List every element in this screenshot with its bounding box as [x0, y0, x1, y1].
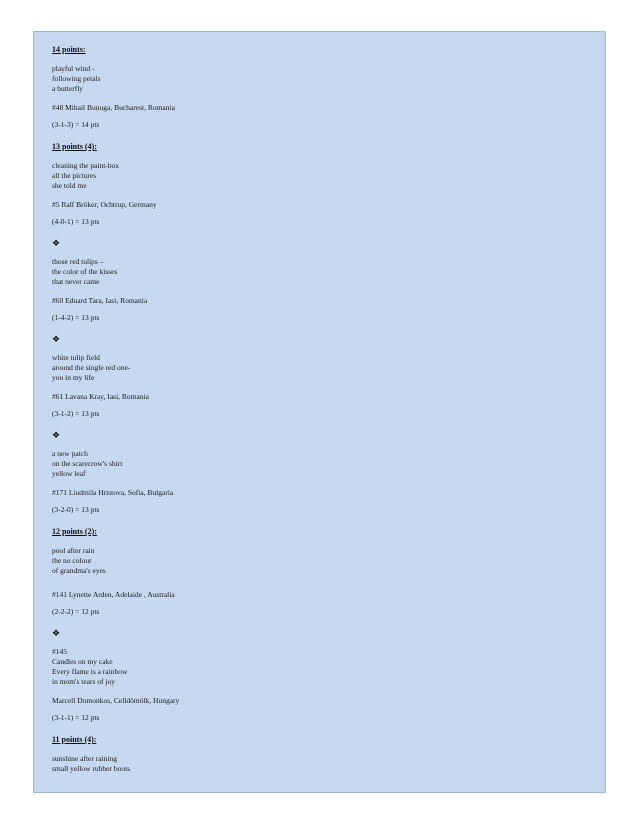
poem-line: a butterfly: [52, 84, 84, 93]
poem-text: [52, 64, 587, 94]
poem-score: (4-0-1) = 13 pts: [52, 217, 100, 226]
poem-line: on the scarecrow's shirt: [52, 459, 123, 468]
poem-text: [52, 647, 587, 687]
poem-score: (2-2-2) = 12 pts: [52, 607, 100, 616]
results-panel: [33, 31, 606, 793]
poem-author: Marcell Domonkos, Celldömölk, Hungary: [52, 696, 180, 705]
poem-text: [52, 161, 587, 191]
poem-line: playful wind -: [52, 64, 95, 73]
poem-line: you in my life: [52, 373, 95, 382]
poem-line: those red tulips –: [52, 257, 104, 266]
poem-author: #141 Lynette Arden, Adelaide , Australia: [52, 590, 175, 599]
poem-text: [52, 449, 587, 479]
poem-text: [52, 754, 587, 774]
poem-line: the color of the kisses: [52, 267, 118, 276]
poem-line: she told me: [52, 181, 87, 190]
poem-author: #48 Mihail Bunuga, Bucharest, Romania: [52, 103, 175, 112]
poem-line: all the pictures: [52, 171, 97, 180]
poem-line: of grandma's eyes: [52, 566, 106, 575]
section-heading: 14 points:: [52, 45, 86, 54]
poem-line: #145: [52, 647, 67, 656]
separator-icon: ❖: [52, 238, 61, 248]
poem-line: cleaning the paint-box: [52, 161, 120, 170]
poem-line: yellow leaf: [52, 469, 86, 478]
poem-line: in mom's tears of joy: [52, 677, 116, 686]
poem-text: [52, 257, 587, 287]
poem-author: #5 Ralf Bröker, Ochtrup, Germany: [52, 200, 157, 209]
poem-author: #171 Liudmila Hristova, Sofia, Bulgaria: [52, 488, 174, 497]
poem-score: (3-1-2) = 13 pts: [52, 409, 100, 418]
section-heading: 12 points (2):: [52, 527, 97, 536]
poem-author: #61 Lavana Kray, Iasi, Romania: [52, 392, 149, 401]
poem-line: small yellow rubber boots: [52, 764, 131, 773]
section-heading: 13 points (4):: [52, 142, 97, 151]
poem-line: Candles on my cake: [52, 657, 113, 666]
poem-line: a new patch: [52, 449, 88, 458]
poem-line: around the single red one-: [52, 363, 131, 372]
poem-line: pool after rain: [52, 546, 95, 555]
poem-line: Every flame is a rainbow: [52, 667, 128, 676]
poem-score: (3-1-3) = 14 pts: [52, 120, 100, 129]
poem-line: following petals: [52, 74, 101, 83]
poem-text: [52, 353, 587, 383]
poem-line: that never came: [52, 277, 100, 286]
section-heading: 11 points (4):: [52, 735, 97, 744]
separator-icon: ❖: [52, 430, 61, 440]
poem-score: (3-1-1) = 12 pts: [52, 713, 100, 722]
separator-icon: ❖: [52, 334, 61, 344]
poem-text: [52, 546, 587, 576]
separator-icon: ❖: [52, 628, 61, 638]
poem-line: sunshine after raining: [52, 754, 117, 763]
poem-author: #60 Eduard Tara, Iasi, Romania: [52, 296, 148, 305]
poem-score: (1-4-2) = 13 pts: [52, 313, 100, 322]
poem-line: white tulip field: [52, 353, 100, 362]
poem-score: (3-2-0) = 13 pts: [52, 505, 100, 514]
poem-line: the no colour: [52, 556, 92, 565]
